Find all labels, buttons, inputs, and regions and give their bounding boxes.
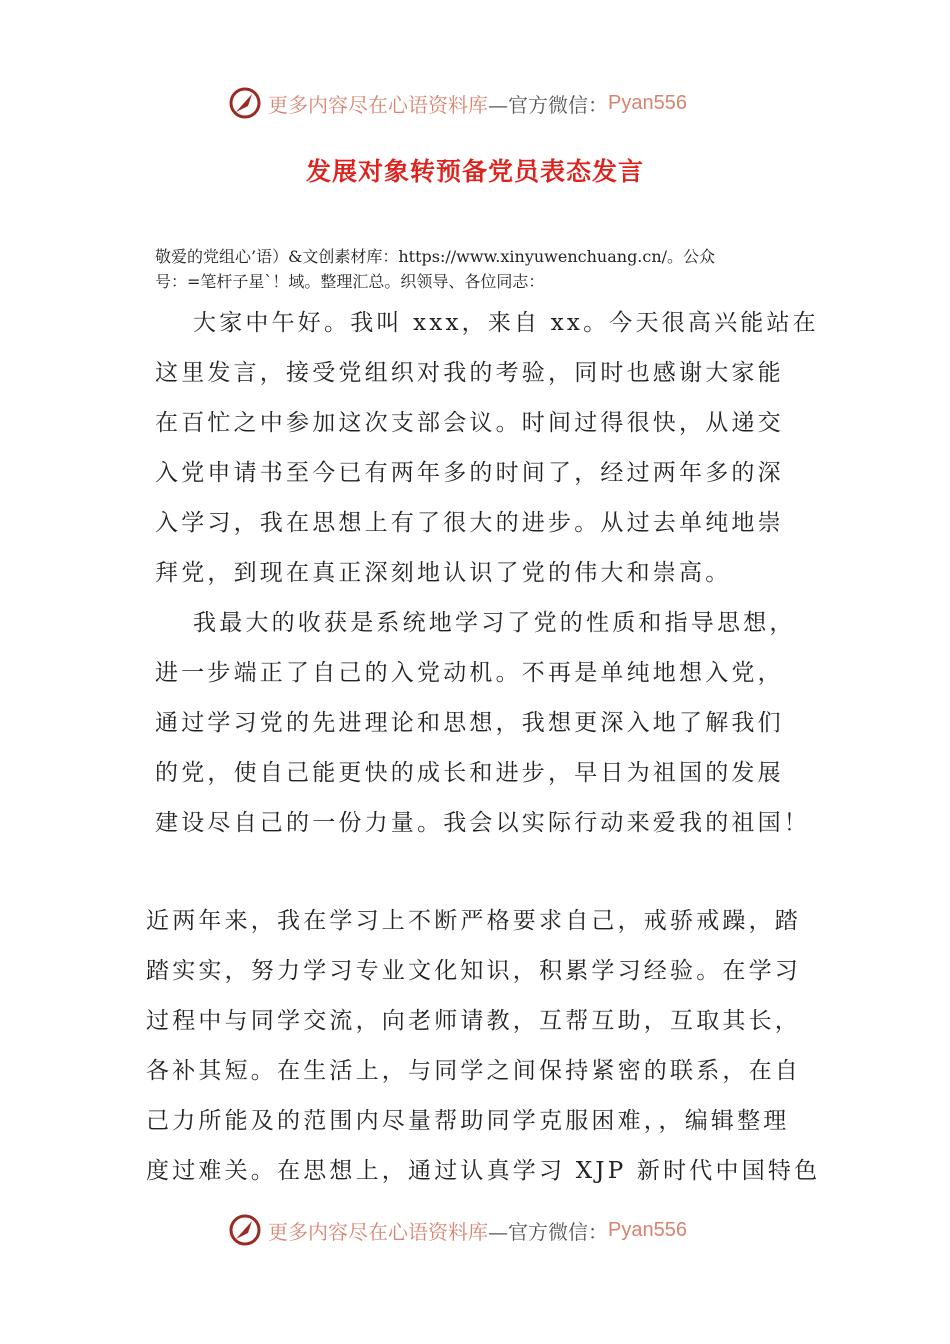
footer-banner <box>228 1210 687 1250</box>
intro-line: 号：=笔杆子星`！域。整理汇总。织领导、各位同志： <box>155 272 545 291</box>
document-title: 发展对象转预备党员表态发言 <box>305 157 644 186</box>
banner-wechat-label: —官方微信： <box>488 1219 608 1244</box>
para2-line: 的党，使自己能更快的成长和进步，早日为祖国的发展 <box>155 760 784 786</box>
para1-line: 拜党，到现在真正深刻地认识了党的伟大和崇高。 <box>155 560 732 586</box>
para3-line: 己力所能及的范围内尽量帮助同学克服困难，，编辑整理 <box>146 1108 790 1134</box>
intro-paragraph <box>155 244 805 294</box>
banner-wechat-id: Pyan556 <box>608 91 687 114</box>
banner-text: 更多内容尽在心语资料库 <box>268 1219 488 1244</box>
banner-wechat-label: —官方微信： <box>488 92 608 117</box>
para1-line: 入学习，我在思想上有了很大的进步。从过去单纯地崇 <box>155 510 784 536</box>
para1-line: 这里发言，接受党组织对我的考验，同时也感谢大家能 <box>155 360 784 386</box>
para2-line: 我最大的收获是系统地学习了党的性质和指导思想， <box>193 610 796 636</box>
header-banner <box>228 83 687 123</box>
para2-line: 通过学习党的先进理论和思想，我想更深入地了解我们 <box>155 710 784 736</box>
banner-text: 更多内容尽在心语资料库 <box>268 92 488 117</box>
para3-line: 各补其短。在生活上，与同学之间保持紧密的联系，在自 <box>146 1058 801 1084</box>
banner-wechat-id: Pyan556 <box>608 1218 687 1241</box>
quill-logo-icon <box>228 1213 262 1247</box>
para1-line: 在百忙之中参加这次支部会议。时间过得很快，从递交 <box>155 410 784 436</box>
intro-line: 敬爱的党组心’语）&文创素材库：https://www.xinyuwenchuang.cn/。公众 <box>155 247 716 266</box>
quill-logo-icon <box>228 86 262 120</box>
para3-line: 近两年来，我在学习上不断严格要求自己，戒骄戒躁，踏 <box>146 908 801 934</box>
para3-line: 过程中与同学交流，向老师请教，互帮互助，互取其长， <box>146 1008 801 1034</box>
para3-line: 度过难关。在思想上，通过认真学习 XJP 新时代中国特色 <box>146 1158 821 1184</box>
para2-line: 进一步端正了自己的入党动机。不再是单纯地想入党， <box>155 660 784 686</box>
para3-line: 踏实实，努力学习专业文化知识，积累学习经验。在学习 <box>146 958 801 984</box>
para2-line: 建设尽自己的一份力量。我会以实际行动来爱我的祖国！ <box>155 810 810 836</box>
para1-line: 大家中午好。我叫 xxx，来自 xx。今天很高兴能站在 <box>193 310 819 336</box>
para1-line: 入党申请书至今已有两年多的时间了，经过两年多的深 <box>155 460 784 486</box>
